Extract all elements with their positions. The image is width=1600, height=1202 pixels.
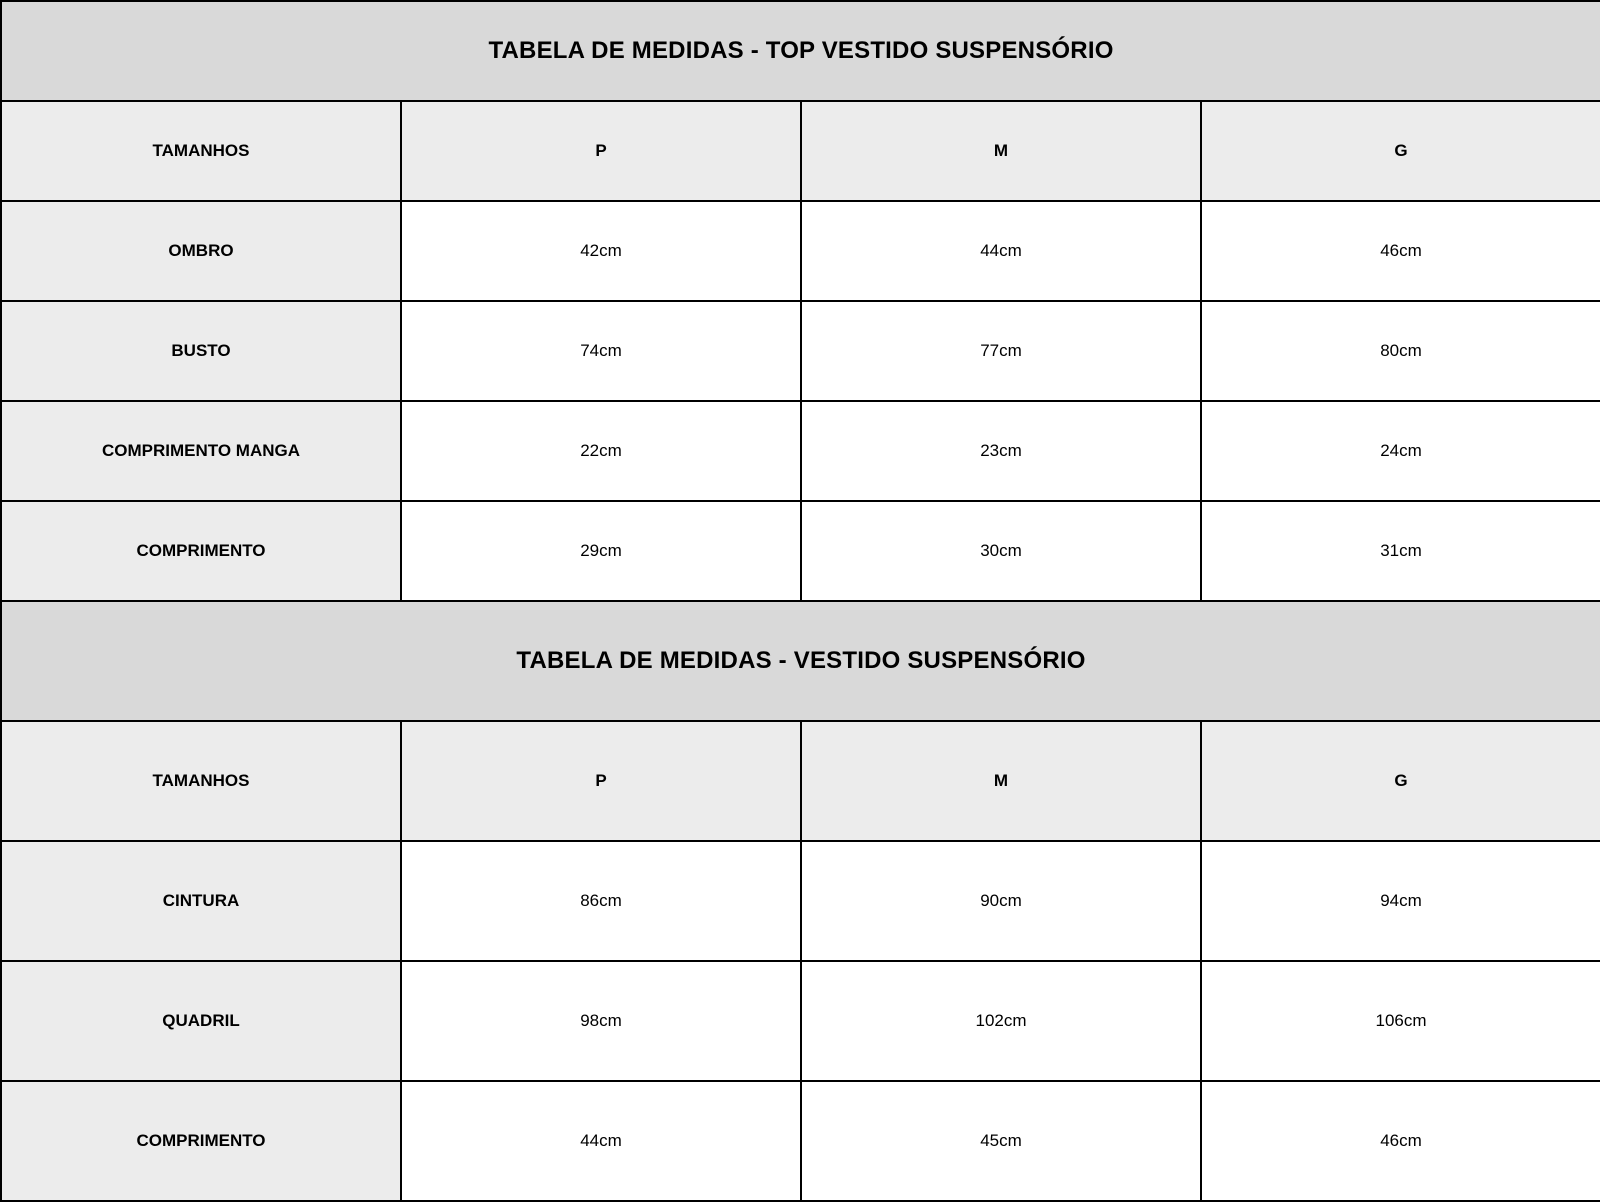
value-cell: 86cm <box>401 841 801 961</box>
dress-size-table <box>0 600 1600 1202</box>
value-cell: 24cm <box>1201 401 1600 501</box>
table-row <box>1 201 1600 301</box>
table-title-row <box>1 601 1600 721</box>
table-header-row <box>1 101 1600 201</box>
value-cell: 45cm <box>801 1081 1201 1201</box>
value-cell: 74cm <box>401 301 801 401</box>
value-cell: 31cm <box>1201 501 1600 601</box>
value-cell: 44cm <box>801 201 1201 301</box>
header-cell-sizes: TAMANHOS <box>1 101 401 201</box>
table-row <box>1 501 1600 601</box>
value-cell: 23cm <box>801 401 1201 501</box>
row-label: COMPRIMENTO MANGA <box>1 401 401 501</box>
value-cell: 30cm <box>801 501 1201 601</box>
header-cell-sizes: TAMANHOS <box>1 721 401 841</box>
header-cell-g: G <box>1201 101 1600 201</box>
row-label: QUADRIL <box>1 961 401 1081</box>
table-header-row <box>1 721 1600 841</box>
table-title: TABELA DE MEDIDAS - VESTIDO SUSPENSÓRIO <box>1 601 1600 721</box>
header-cell-g: G <box>1201 721 1600 841</box>
table-title: TABELA DE MEDIDAS - TOP VESTIDO SUSPENSÓRIO <box>1 1 1600 101</box>
header-cell-m: M <box>801 721 1201 841</box>
table-row <box>1 1081 1600 1201</box>
row-label: COMPRIMENTO <box>1 501 401 601</box>
row-label: BUSTO <box>1 301 401 401</box>
value-cell: 94cm <box>1201 841 1600 961</box>
value-cell: 102cm <box>801 961 1201 1081</box>
value-cell: 29cm <box>401 501 801 601</box>
value-cell: 77cm <box>801 301 1201 401</box>
table-title-row <box>1 1 1600 101</box>
value-cell: 44cm <box>401 1081 801 1201</box>
header-cell-p: P <box>401 101 801 201</box>
table-row <box>1 401 1600 501</box>
table-row <box>1 841 1600 961</box>
header-cell-m: M <box>801 101 1201 201</box>
value-cell: 46cm <box>1201 1081 1600 1201</box>
row-label: COMPRIMENTO <box>1 1081 401 1201</box>
table-row <box>1 961 1600 1081</box>
value-cell: 106cm <box>1201 961 1600 1081</box>
value-cell: 42cm <box>401 201 801 301</box>
value-cell: 22cm <box>401 401 801 501</box>
value-cell: 98cm <box>401 961 801 1081</box>
row-label: OMBRO <box>1 201 401 301</box>
row-label: CINTURA <box>1 841 401 961</box>
value-cell: 46cm <box>1201 201 1600 301</box>
header-cell-p: P <box>401 721 801 841</box>
table-row <box>1 301 1600 401</box>
value-cell: 80cm <box>1201 301 1600 401</box>
value-cell: 90cm <box>801 841 1201 961</box>
